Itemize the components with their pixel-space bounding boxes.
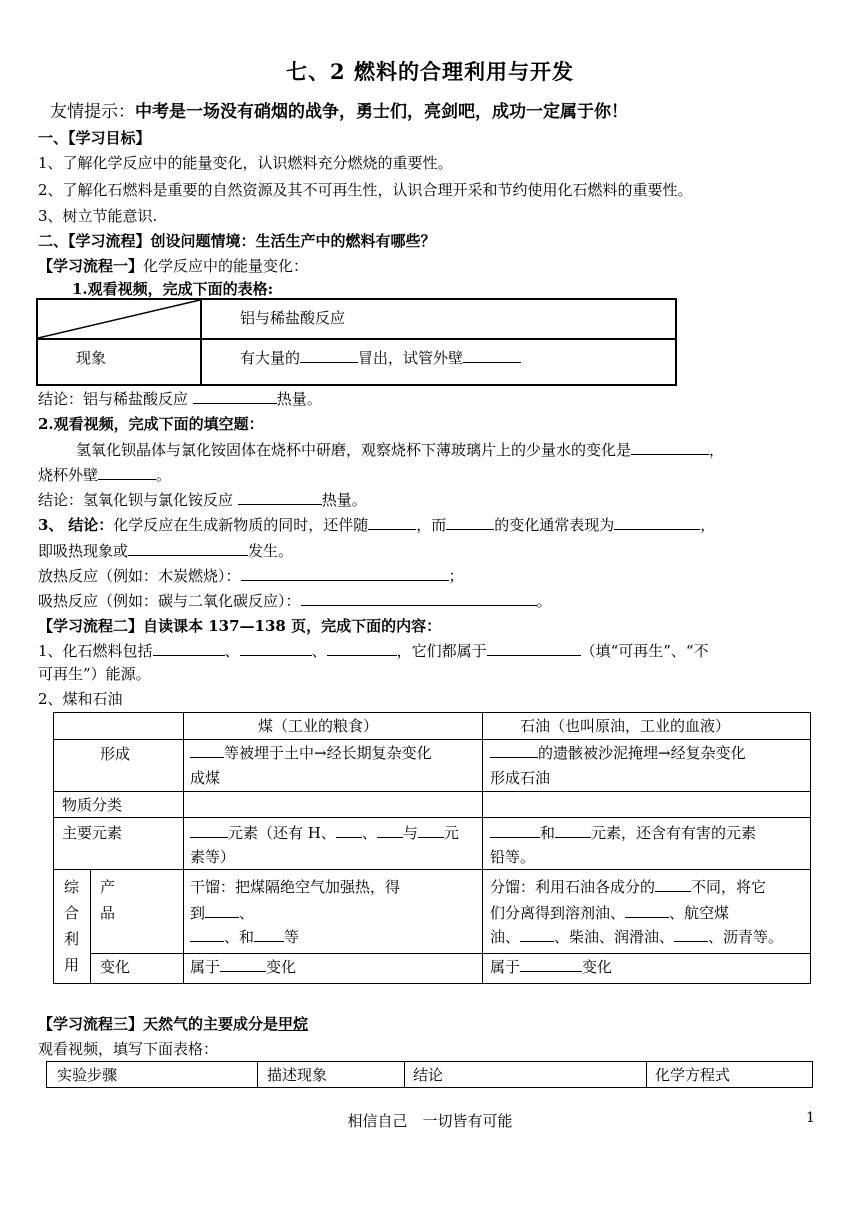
fossil-fuels-line-2: 可再生”）能源。 <box>38 665 151 683</box>
flow1-tag: 【学习流程一】 <box>38 257 144 275</box>
section-heading-flow: 二、【学习流程】创设问题情境：生活生产中的燃料有哪些？ <box>38 232 436 250</box>
row-label-classification: 物质分类 <box>62 796 123 814</box>
oil-products: 分馏：利用石油各成分的 不同，将它 <box>490 878 767 896</box>
coal-elements-2: 素等） <box>190 848 236 866</box>
coal-formation: 等被埋于土中→经长期复杂变化 <box>190 743 432 763</box>
row-label-change: 变化 <box>100 958 131 976</box>
side-label-char: 综 <box>64 878 80 896</box>
page-number: 1 <box>806 1110 815 1126</box>
coal-change: 属于 变化 <box>190 958 297 976</box>
side-label-char: 利 <box>64 930 80 948</box>
paragraph-2a: 氢氧化钡晶体与氯化铵固体在烧杯中研磨，观察烧杯下薄玻璃片上的少量水的变化是 ， <box>76 441 725 459</box>
flow1-heading <box>38 256 308 276</box>
header-conclusion: 结论 <box>413 1066 444 1084</box>
header-equation: 化学方程式 <box>655 1066 731 1084</box>
friendly-tip <box>50 102 628 122</box>
side-label-char: 合 <box>64 904 80 922</box>
row-label-products: 产 <box>100 878 116 896</box>
coal-products-2: 到 、 <box>190 904 255 922</box>
phenomenon-cell: 有大量的 冒出，试管外壁 <box>240 348 521 368</box>
oil-products-2: 们分离得到溶剂油、 、航空煤 <box>490 904 730 922</box>
goal-item: 1、了解化学反应中的能量变化，认识燃料充分燃烧的重要性。 <box>38 154 453 172</box>
conclusion-3b: 即吸热现象或 发生。 <box>38 542 294 560</box>
coal-elements: 元素（还有 H、 、 与 元 <box>190 823 459 843</box>
oil-elements-2: 铅等。 <box>490 848 536 866</box>
paragraph-2b: 烧杯外壁 。 <box>38 466 172 484</box>
conclusion-1: 结论：铝与稀盐酸反应 热量。 <box>38 390 322 408</box>
oil-change: 属于 变化 <box>490 958 613 976</box>
diagonal-header-line <box>38 300 202 340</box>
flow3-subtext: 观看视频，填写下面表格： <box>38 1040 219 1058</box>
table-header-reaction: 铝与稀盐酸反应 <box>240 309 346 327</box>
oil-elements: 和 元素，还含有有害的元素 <box>490 823 756 843</box>
page-title: 七、2 燃料的合理利用与开发 <box>286 59 574 84</box>
endothermic-example: 吸热反应（例如：碳与二氧化碳反应）： 。 <box>38 592 552 610</box>
row-label-elements: 主要元素 <box>62 824 123 842</box>
goal-item: 2、了解化石燃料是重要的自然资源及其不可再生性，认识合理开采和节约使用化石燃料的重要性。 <box>38 181 693 199</box>
exothermic-example: 放热反应（例如：木炭燃烧）： ； <box>38 567 464 585</box>
side-label-char: 用 <box>64 956 80 974</box>
row-label-formation: 形成 <box>100 745 131 763</box>
row-label-products: 品 <box>100 904 116 922</box>
tip-label: 友情提示： <box>50 102 135 122</box>
coal-products-3: 、和 等 <box>190 927 299 947</box>
flow2-heading: 【学习流程二】自读课本 137—138 页，完成下面的内容： <box>38 617 442 635</box>
coal-oil-heading: 2、煤和石油 <box>38 690 123 708</box>
conclusion-3: 3、 结论：化学反应在生成新物质的同时，还伴随 ，而 的变化通常表现为 ， <box>38 516 716 534</box>
oil-formation-2: 形成石油 <box>490 769 551 787</box>
coal-products: 干馏：把煤隔绝空气加强热，得 <box>190 878 401 896</box>
experiment-table <box>46 1061 813 1088</box>
section-heading-goals: 一、【学习目标】 <box>38 129 151 147</box>
goal-item: 3、树立节能意识. <box>38 207 158 225</box>
row-label-phenomenon: 现象 <box>76 349 107 367</box>
tip-text: 中考是一场没有硝烟的战争，勇士们，亮剑吧，成功一定属于你！ <box>135 102 628 122</box>
flow1-text: 化学反应中的能量变化： <box>143 257 309 275</box>
coal-formation-2: 成煤 <box>190 769 221 787</box>
header-phenomenon: 描述现象 <box>267 1066 328 1084</box>
header-coal: 煤（工业的粮食） <box>258 717 379 735</box>
flow3-heading: 【学习流程三】天然气的主要成分是甲烷 <box>38 1015 309 1033</box>
oil-formation: 的遗骸被沙泥掩埋→经复杂变化 <box>490 743 746 763</box>
oil-products-3: 油、 、柴油、润滑油、 、沥青等。 <box>490 928 784 946</box>
header-oil: 石油（也叫原油，工业的血液） <box>520 717 731 735</box>
coal-oil-table <box>53 712 811 984</box>
reaction-table <box>36 298 677 386</box>
fossil-fuels-line: 1、化石燃料包括 、 、 ，它们都属于 （填“可再生”、“不 <box>38 642 709 660</box>
conclusion-2: 结论：氢氧化钡与氯化铵反应 热量。 <box>38 491 367 509</box>
question-2: 2.观看视频，完成下面的填空题： <box>38 415 264 433</box>
header-steps: 实验步骤 <box>57 1066 118 1084</box>
question-1: 1.观看视频，完成下面的表格: <box>72 280 274 298</box>
footer-motto: 相信自己 一切皆有可能 <box>347 1112 513 1130</box>
